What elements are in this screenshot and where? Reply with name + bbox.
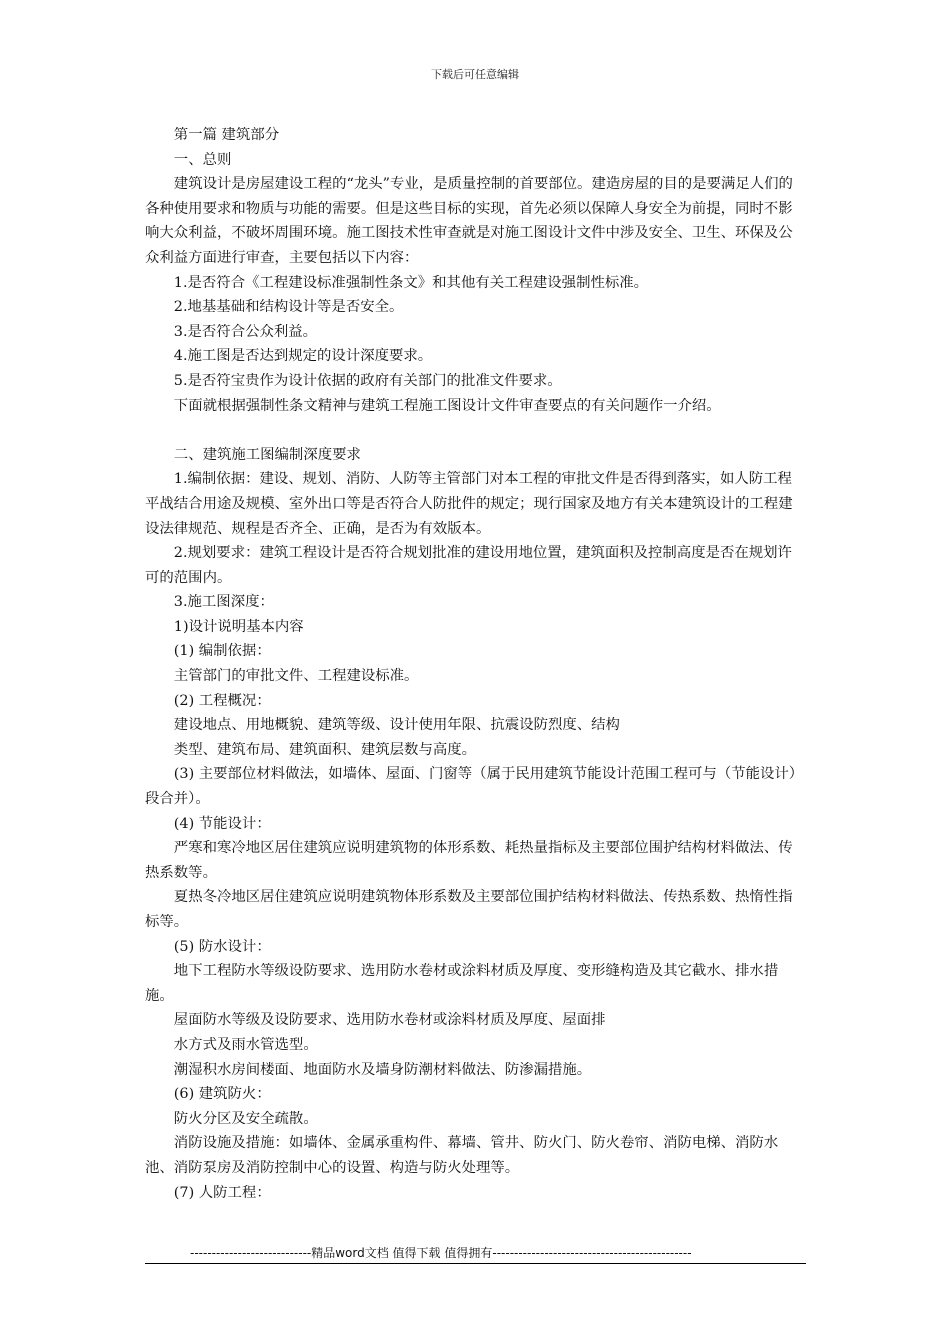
paragraph: 夏热冬冷地区居住建筑应说明建筑物体形系数及主要部位围护结构材料做法、传热系数、热惰性指标等。: [145, 889, 793, 930]
paragraph: 4.施工图是否达到规定的设计深度要求。: [173, 348, 433, 365]
paragraph: 3.是否符合公众利益。: [173, 323, 318, 340]
paragraph: (1) 编制依据：: [173, 643, 271, 660]
paragraph: 潮湿积水房间楼面、地面防水及墙身防潮材料做法、防渗漏措施。: [173, 1061, 592, 1078]
paragraph: 二、建筑施工图编制深度要求: [173, 446, 361, 463]
paragraph: 1.是否符合《工程建设标准强制性条文》和其他有关工程建设强制性标准。: [173, 274, 649, 291]
paragraph: (2) 工程概况：: [173, 692, 271, 709]
document-body: [145, 123, 805, 1205]
paragraph: 消防设施及措施：如墙体、金属承重构件、幕墙、管井、防火门、防火卷帘、消防电梯、消防水池、消防泵房及消防控制中心的设置、构造与防火处理等。: [145, 1135, 779, 1176]
paragraph: 1.编制依据：建设、规划、消防、人防等主管部门对本工程的审批文件是否得到落实，如人防工程平战结合用途及规模、室外出口等是否符合人防批件的规定；现行国家及地方有关本建筑设计的工程建设法律规范、规程是否齐全、正确，是否为有效版本。: [145, 471, 793, 537]
paragraph: (3) 主要部位材料做法，如墙体、屋面、门窗等（属于民用建筑节能设计范围工程可与（节能设计）段合并）。: [145, 766, 804, 808]
footer-rule: [145, 1263, 806, 1264]
paragraph: 2.地基基础和结构设计等是否安全。: [173, 299, 404, 316]
page-footer: ----------------------------精品word文档 值得下载 值得拥有----------------------------------------------: [190, 1246, 692, 1260]
paragraph: 防火分区及安全疏散。: [173, 1110, 318, 1127]
paragraph: 主管部门的审批文件、工程建设标准。: [173, 668, 419, 685]
paragraph: 下面就根据强制性条文精神与建筑工程施工图设计文件审查要点的有关问题作一介绍。: [173, 397, 721, 414]
paragraph: (6) 建筑防火：: [173, 1086, 271, 1103]
paragraph: 一、总则: [173, 151, 232, 168]
paragraph: (4) 节能设计：: [173, 815, 271, 832]
paragraph: (7) 人防工程：: [173, 1184, 271, 1201]
paragraph: 水方式及雨水管选型。: [173, 1036, 318, 1053]
paragraph: 类型、建筑布局、建筑面积、建筑层数与高度。: [173, 741, 477, 758]
paragraph: 2.规划要求：建筑工程设计是否符合规划批准的建设用地位置，建筑面积及控制高度是否在规划许可的范围内。: [145, 545, 792, 586]
paragraph: 严寒和寒冷地区居住建筑应说明建筑物的体形系数、耗热量指标及主要部位围护结构材料做法、传热系数等。: [145, 840, 793, 881]
paragraph: 屋面防水等级及设防要求、选用防水卷材或涂料材质及厚度、屋面排: [173, 1012, 606, 1029]
page-header: 下载后可任意编辑: [431, 68, 519, 81]
paragraph: 1)设计说明基本内容: [173, 618, 304, 635]
paragraph: 第一篇 建筑部分: [173, 127, 280, 143]
paragraph: (5) 防水设计：: [173, 938, 271, 955]
paragraph: 地下工程防水等级设防要求、选用防水卷材或涂料材质及厚度、变形缝构造及其它截水、排水措施。: [145, 963, 779, 1004]
paragraph: 3.施工图深度：: [173, 594, 274, 611]
paragraph: 建筑设计是房屋建设工程的“龙头”专业，是质量控制的首要部位。建造房屋的目的是要满足人们的各种使用要求和物质与功能的需要。但是这些目标的实现，首先必须以保障人身安全为前提，同时不影响大众利益，不破坏周围环境。施工图技术性审查就是对施工图设计文件中涉及安全、卫生、环保及公众利益方面进行审查，主要包括以下内容：: [145, 176, 793, 266]
paragraph: [145, 418, 805, 443]
paragraph: 建设地点、用地概貌、建筑等级、设计使用年限、抗震设防烈度、结构: [173, 717, 620, 734]
paragraph: 5.是否符宝贵作为设计依据的政府有关部门的批准文件要求。: [173, 372, 562, 389]
